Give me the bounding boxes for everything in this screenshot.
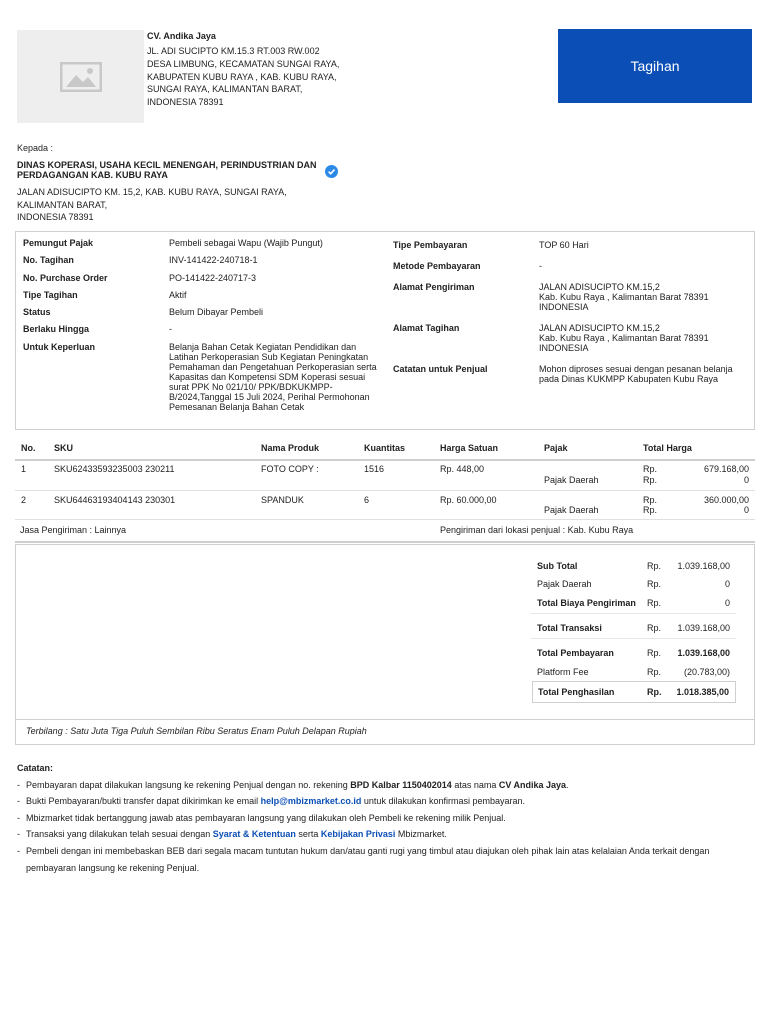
invoice-number-label: No. Tagihan xyxy=(23,255,74,265)
invoice-info-box xyxy=(15,231,755,430)
platform-fee-currency: Rp. xyxy=(647,667,662,677)
row-tax-amount: 0 xyxy=(743,505,749,515)
note-text: Mbizmarket. xyxy=(395,829,447,840)
transaction-total-value: 1.039.168,00 xyxy=(677,623,730,633)
purpose-value: Belanja Bahan Cetak Kegiatan Pendidikan dan Latihan Perkoperasian Sub Kegiatan Peningkatan Pemahaman dan Pengetahuan Perkoperasian serta Kapasitas dan Kompetensi SDM Koperasi sesuai surat PPK No 021/10/ PPK/BDKUKMPP-B/2024,Tanggal 15 Juli 2024, Perihal Permohonan Pemesanan Belanja Bahan Cetak xyxy=(169,342,377,412)
col-unit-price: Harga Satuan xyxy=(440,443,499,453)
row-currency: Rp. xyxy=(643,464,658,474)
billing-address-line: JALAN ADISUCIPTO KM.15,2 xyxy=(539,323,660,333)
note-text: serta xyxy=(295,829,321,840)
buyer-name: DINAS KOPERASI, USAHA KECIL MENENGAH, PERINDUSTRIAN DAN PERDAGANGAN KAB. KUBU RAYA xyxy=(17,160,317,180)
buyer-address-line: INDONESIA 78391 xyxy=(17,212,94,222)
seller-address-line: INDONESIA 78391 xyxy=(147,97,224,108)
note-item xyxy=(17,826,757,843)
buyer-address-line: JALAN ADISUCIPTO KM. 15,2, KAB. KUBU RAYA, SUNGAI RAYA, xyxy=(17,187,287,197)
summary-divider xyxy=(531,613,736,614)
shipping-total-label: Total Biaya Pengiriman xyxy=(537,598,636,608)
row-total-price: 679.168,00 xyxy=(703,464,749,474)
note-text: atas nama xyxy=(451,779,499,790)
note-item xyxy=(17,777,757,794)
regional-tax-value: 0 xyxy=(724,579,730,589)
buyer-address-line: KALIMANTAN BARAT, xyxy=(17,199,108,210)
billing-address-value xyxy=(539,323,709,353)
note-item xyxy=(17,793,757,810)
bank-account: BPD Kalbar 1150402014 xyxy=(350,779,452,790)
note-text: untuk dilakukan konfirmasi pembayaran. xyxy=(361,796,526,807)
subtotal-label: Sub Total xyxy=(537,561,578,571)
row-unit-price: Rp. 60.000,00 xyxy=(440,495,497,505)
col-tax: Pajak xyxy=(544,443,568,453)
purpose-label: Untuk Keperluan xyxy=(23,342,96,352)
seller-name: CV. Andika Jaya xyxy=(147,31,216,41)
row-divider xyxy=(15,519,755,520)
row-number: 1 xyxy=(21,464,27,474)
platform-fee-label: Platform Fee xyxy=(537,667,589,677)
recipient-label: Kepada : xyxy=(17,143,54,153)
note-text: Pembayaran dapat dilakukan langsung ke rekening Penjual dengan no. rekening xyxy=(26,779,351,790)
seller-logo-placeholder xyxy=(17,30,144,123)
regional-tax-label: Pajak Daerah xyxy=(537,579,592,589)
support-email-link[interactable]: help@mbizmarket.co.id xyxy=(260,796,362,807)
platform-fee-value: (20.783,00) xyxy=(683,667,730,677)
row-currency: Rp. xyxy=(643,495,658,505)
summary-divider xyxy=(531,638,736,639)
purchase-order-value: PO-141422-240717-3 xyxy=(169,273,257,283)
row-tax-name: Pajak Daerah xyxy=(544,505,599,515)
invoice-type-badge: Tagihan xyxy=(558,29,752,103)
valid-until-value: - xyxy=(169,324,172,334)
billing-address-line: INDONESIA xyxy=(539,343,589,353)
row-tax-name: Pajak Daerah xyxy=(544,475,599,485)
terms-link[interactable]: Syarat & Ketentuan xyxy=(212,829,296,840)
col-total-price: Total Harga xyxy=(643,443,692,453)
shipping-total-currency: Rp. xyxy=(647,598,662,608)
privacy-policy-link[interactable]: Kebijakan Privasi xyxy=(320,829,396,840)
payment-type-label: Tipe Pembayaran xyxy=(393,240,468,250)
payment-type-value: TOP 60 Hari xyxy=(539,240,589,250)
summary-divider xyxy=(16,719,754,720)
shipping-address-line: INDONESIA xyxy=(539,302,589,312)
row-sku: SKU62433593235003 230211 xyxy=(54,464,175,474)
net-income-currency: Rp. xyxy=(647,687,662,697)
note-text: . xyxy=(566,779,569,790)
seller-info xyxy=(147,30,377,109)
status-label: Status xyxy=(23,307,51,317)
row-quantity: 1516 xyxy=(364,464,385,474)
section-divider xyxy=(15,541,755,543)
tax-collector-value: Pembeli sebagai Wapu (Wajib Pungut) xyxy=(169,238,323,248)
col-quantity: Kuantitas xyxy=(364,443,406,453)
seller-address-line: DESA LIMBUNG, KECAMATAN SUNGAI RAYA, xyxy=(147,58,340,69)
image-placeholder-icon xyxy=(60,62,102,92)
invoice-number-value: INV-141422-240718-1 xyxy=(169,255,258,265)
account-holder: CV Andika Jaya xyxy=(498,779,567,790)
row-tax-currency: Rp. xyxy=(643,505,658,515)
valid-until-label: Berlaku Hingga xyxy=(23,324,90,334)
shipping-address-line: Kab. Kubu Raya , Kalimantan Barat 78391 xyxy=(539,292,709,302)
tax-collector-label: Pemungut Pajak xyxy=(23,238,94,248)
note-item: - Pembeli dengan ini membebaskan BEB dari segala macam tuntutan hukum dan/atau ganti rugi yang timbul atau diajukan oleh pihak lain atas kelalaian Anda terkait dengan pembayaran langsung ke rekening Penjual. xyxy=(17,843,757,876)
status-value: Belum Dibayar Pembeli xyxy=(169,307,264,317)
row-product-name: FOTO COPY : xyxy=(261,464,319,474)
transaction-total-currency: Rp. xyxy=(647,623,662,633)
subtotal-currency: Rp. xyxy=(647,561,662,571)
row-unit-price: Rp. 448,00 xyxy=(440,464,485,474)
col-product-name: Nama Produk xyxy=(261,443,320,453)
invoice-type-label: Tipe Tagihan xyxy=(23,290,78,300)
seller-address-line: JL. ADI SUCIPTO KM.15.3 RT.003 RW.002 xyxy=(147,46,320,57)
billing-address-label: Alamat Tagihan xyxy=(393,323,460,333)
amount-in-words: Terbilang : Satu Juta Tiga Puluh Sembilan Ribu Seratus Enam Puluh Delapan Rupiah xyxy=(26,726,367,736)
net-income-value: 1.018.385,00 xyxy=(676,687,729,697)
buyer-address xyxy=(17,186,337,224)
shipping-service: Jasa Pengiriman : Lainnya xyxy=(20,525,127,535)
shipping-address-value xyxy=(539,282,709,312)
purchase-order-label: No. Purchase Order xyxy=(23,273,108,283)
notes-title: Catatan: xyxy=(17,763,54,773)
row-tax-amount: 0 xyxy=(743,475,749,485)
shipping-address-label: Alamat Pengiriman xyxy=(393,282,475,292)
regional-tax-currency: Rp. xyxy=(647,579,662,589)
verified-check-icon xyxy=(325,165,338,178)
seller-address-line: SUNGAI RAYA, KALIMANTAN BARAT, xyxy=(147,84,303,95)
shipping-address-line: JALAN ADISUCIPTO KM.15,2 xyxy=(539,282,660,292)
notes-list xyxy=(17,777,757,877)
payment-total-value: 1.039.168,00 xyxy=(677,648,730,658)
shipping-origin: Pengiriman dari lokasi penjual : Kab. Kubu Raya xyxy=(440,525,634,535)
col-sku: SKU xyxy=(54,443,74,453)
col-no: No. xyxy=(21,443,36,453)
billing-address-line: Kab. Kubu Raya , Kalimantan Barat 78391 xyxy=(539,333,709,343)
seller-address-line: KABUPATEN KUBU RAYA , KAB. KUBU RAYA, xyxy=(147,71,337,82)
transaction-total-label: Total Transaksi xyxy=(537,623,602,633)
row-tax-currency: Rp. xyxy=(643,475,658,485)
invoice-type-value: Aktif xyxy=(169,290,187,300)
net-income-label: Total Penghasilan xyxy=(538,687,615,697)
note-text: Transaksi yang dilakukan telah sesuai dengan xyxy=(26,829,213,840)
row-number: 2 xyxy=(21,495,27,505)
row-divider xyxy=(15,490,755,491)
seller-note-label: Catatan untuk Penjual xyxy=(393,364,488,374)
table-header xyxy=(15,439,755,461)
seller-note-value: Mohon diproses sesuai dengan pesanan belanja pada Dinas KUKMPP Kabupaten Kubu Raya xyxy=(539,364,733,384)
note-text: Bukti Pembayaran/bukti transfer dapat dikirimkan ke email xyxy=(26,796,261,807)
row-product-name: SPANDUK xyxy=(261,495,304,505)
payment-method-label: Metode Pembayaran xyxy=(393,261,481,271)
payment-summary-box xyxy=(15,544,755,745)
payment-method-value: - xyxy=(539,261,542,271)
shipping-total-value: 0 xyxy=(724,598,730,608)
payment-total-label: Total Pembayaran xyxy=(537,648,614,658)
payment-total-currency: Rp. xyxy=(647,648,662,658)
row-quantity: 6 xyxy=(364,495,370,505)
subtotal-value: 1.039.168,00 xyxy=(677,561,730,571)
notes-section xyxy=(17,760,757,876)
row-sku: SKU64463193404143 230301 xyxy=(54,495,176,505)
note-item: - Mbizmarket tidak bertanggung jawab atas pembayaran langsung yang dilakukan oleh Pembeli ke rekening milik Penjual. xyxy=(17,810,757,827)
row-total-price: 360.000,00 xyxy=(703,495,749,505)
